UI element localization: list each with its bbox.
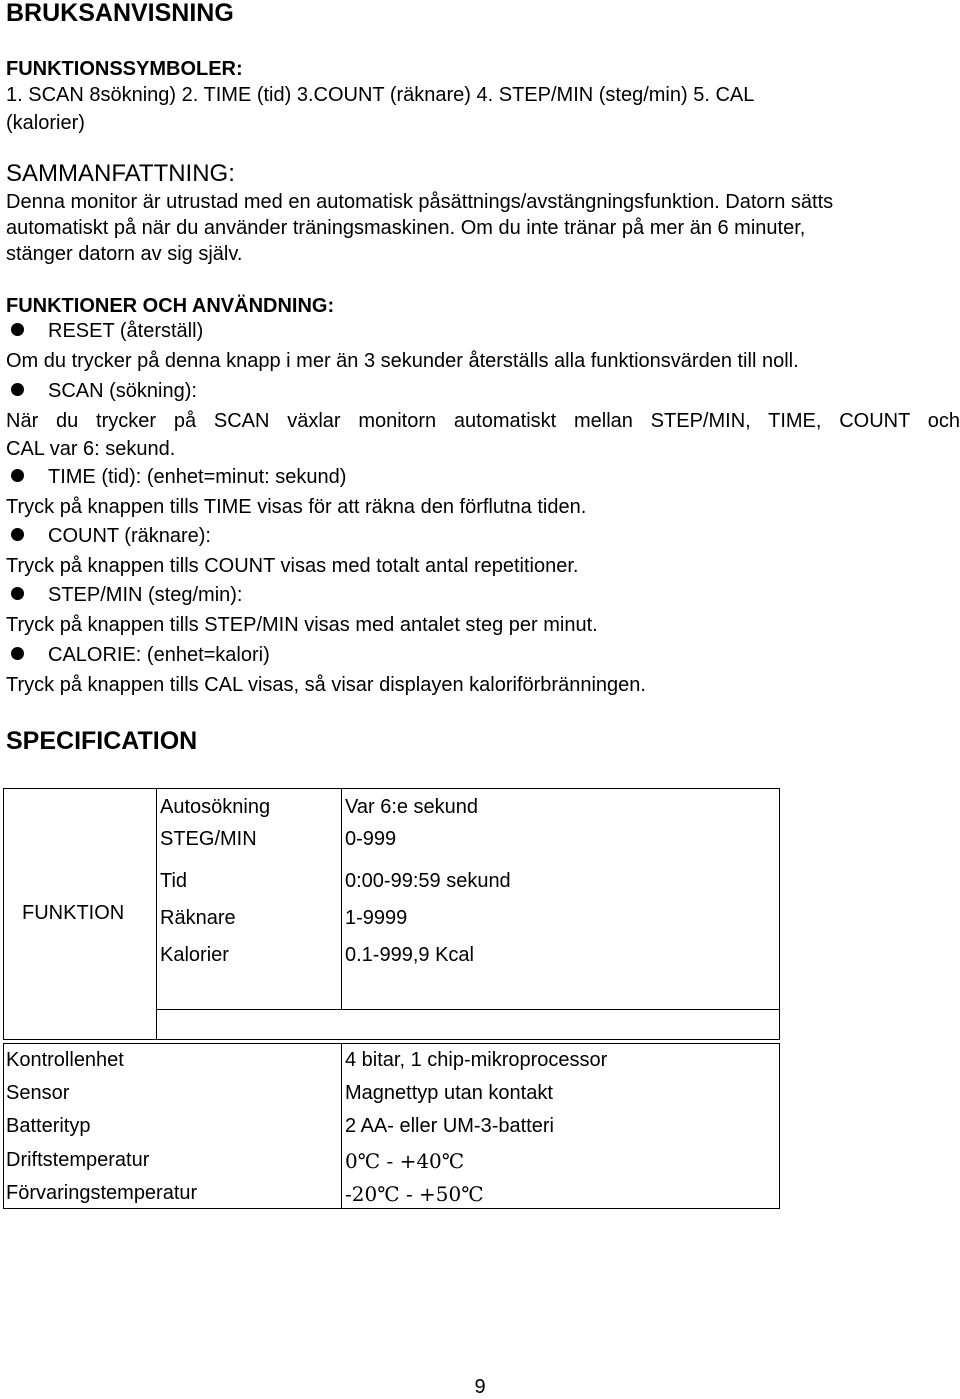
function-row-name: STEG/MIN bbox=[160, 828, 257, 850]
spec-row-name: Driftstemperatur bbox=[6, 1149, 150, 1171]
function-item-reset bbox=[6, 320, 203, 343]
bullet-icon bbox=[11, 383, 24, 396]
spec-row-value: 0℃ - +40℃ bbox=[345, 1149, 465, 1173]
symbols-heading: FUNKTIONSSYMBOLER: bbox=[6, 58, 243, 80]
spec-row-value: -20℃ - +50℃ bbox=[345, 1182, 484, 1206]
function-item-label: COUNT (räknare): bbox=[48, 525, 211, 547]
bullet-icon bbox=[11, 323, 24, 336]
bullet-icon bbox=[11, 528, 24, 541]
function-row-name: Räknare bbox=[160, 907, 236, 929]
function-row-name: Kalorier bbox=[160, 944, 229, 966]
table-divider bbox=[341, 1043, 342, 1209]
function-item-desc-cont: CAL var 6: sekund. bbox=[6, 438, 176, 460]
function-row-value: 0.1-999,9 Kcal bbox=[345, 944, 474, 966]
specification-heading: SPECIFICATION bbox=[6, 727, 198, 755]
function-item-time bbox=[6, 466, 346, 489]
function-item-stepmin bbox=[6, 584, 242, 607]
function-label: FUNKTION bbox=[22, 902, 125, 924]
function-item-desc: Tryck på knappen tills STEP/MIN visas med antalet steg per minut. bbox=[6, 614, 598, 636]
function-row-value: 1-9999 bbox=[345, 907, 408, 929]
page-title: BRUKSANVISNING bbox=[6, 0, 234, 27]
spec-row-value: 2 AA- eller UM-3-batteri bbox=[345, 1115, 554, 1137]
table-divider bbox=[341, 788, 342, 1010]
function-item-label: CALORIE: (enhet=kalori) bbox=[48, 644, 270, 666]
function-row-value: 0:00-99:59 sekund bbox=[345, 870, 511, 892]
function-item-scan bbox=[6, 380, 197, 403]
symbols-line-2: (kalorier) bbox=[6, 112, 85, 134]
function-item-desc: Tryck på knappen tills COUNT visas med totalt antal repetitioner. bbox=[6, 555, 579, 577]
spec-row-value: 4 bitar, 1 chip-mikroprocessor bbox=[345, 1049, 608, 1071]
function-item-label: RESET (återställ) bbox=[48, 320, 204, 342]
function-row-value: Var 6:e sekund bbox=[345, 796, 479, 818]
function-item-calorie bbox=[6, 644, 270, 667]
function-item-desc: Tryck på knappen tills CAL visas, så visar displayen kaloriförbränningen. bbox=[6, 674, 646, 696]
summary-line-3: stänger datorn av sig själv. bbox=[6, 243, 243, 265]
function-item-label: STEP/MIN (steg/min): bbox=[48, 584, 243, 606]
function-row-value: 0-999 bbox=[345, 828, 397, 850]
function-item-label: TIME (tid): (enhet=minut: sekund) bbox=[48, 466, 347, 488]
summary-line-2: automatiskt på när du använder träningsmaskinen. Om du inte tränar på mer än 6 minuter, bbox=[6, 217, 806, 239]
functions-heading: FUNKTIONER OCH ANVÄNDNING: bbox=[6, 295, 335, 317]
function-row-name: Autosökning bbox=[160, 796, 271, 818]
bullet-icon bbox=[11, 469, 24, 482]
bullet-icon bbox=[11, 587, 24, 600]
table-divider bbox=[156, 788, 157, 1040]
summary-line-1: Denna monitor är utrustad med en automatisk påsättnings/avstängningsfunktion. Datorn sätts bbox=[6, 191, 834, 213]
function-item-desc: Tryck på knappen tills TIME visas för att räkna den förflutna tiden. bbox=[6, 496, 587, 518]
spec-row-name: Kontrollenhet bbox=[6, 1049, 124, 1071]
function-item-desc: Om du trycker på denna knapp i mer än 3 sekunder återställs alla funktionsvärden till noll. bbox=[6, 350, 799, 372]
summary-heading: SAMMANFATTNING: bbox=[6, 160, 235, 187]
table-divider bbox=[156, 1009, 780, 1010]
spec-row-name: Batterityp bbox=[6, 1115, 91, 1137]
function-row-name: Tid bbox=[160, 870, 188, 892]
bullet-icon bbox=[11, 647, 24, 660]
symbols-line-1: 1. SCAN 8sökning) 2. TIME (tid) 3.COUNT (räknare) 4. STEP/MIN (steg/min) 5. CAL bbox=[6, 84, 755, 106]
function-item-count bbox=[6, 525, 211, 548]
spec-row-name: Sensor bbox=[6, 1082, 70, 1104]
function-item-label: SCAN (sökning): bbox=[48, 380, 197, 402]
spec-row-value: Magnettyp utan kontakt bbox=[345, 1082, 553, 1104]
function-item-desc: När du trycker på SCAN växlar monitorn automatiskt mellan STEP/MIN, TIME, COUNT och bbox=[6, 410, 960, 432]
page-number: 9 bbox=[474, 1376, 486, 1398]
spec-row-name: Förvaringstemperatur bbox=[6, 1182, 198, 1204]
